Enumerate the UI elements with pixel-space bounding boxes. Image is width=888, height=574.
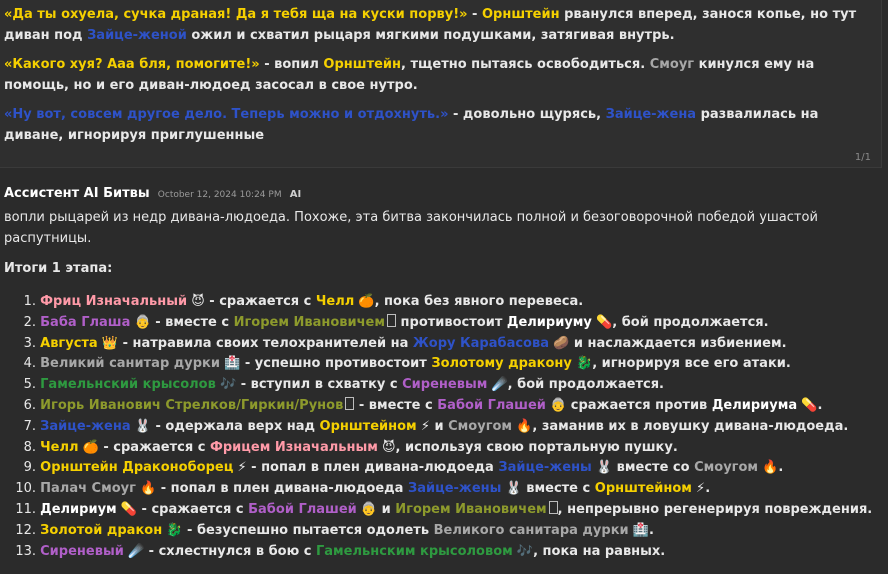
assistant-message (0, 176, 888, 574)
result-item (0, 292, 872, 313)
text-run: . (648, 522, 654, 538)
text-run: Орнштейн (481, 7, 560, 22)
emoji-icon: 👵 (130, 314, 151, 330)
text-run: - вместе с (354, 397, 438, 413)
text-run: Зайце-жены (407, 481, 502, 497)
result-item (0, 458, 872, 479)
result-item (0, 396, 872, 417)
text-run: развалилась на диване, игнорируя приглушенные (4, 107, 819, 143)
message-header (4, 186, 301, 201)
result-item (0, 375, 872, 396)
text-run: Фриц Изначальный (40, 294, 188, 309)
text-run: , игнорируя все его атаки. (592, 356, 791, 372)
result-number: 4. (23, 356, 36, 372)
result-item (0, 313, 872, 334)
text-run: Великого санитара дурки (433, 522, 629, 538)
text-run: «Да ты охуела, сучка драная! Да я тебя ща на куски порву!» (4, 7, 468, 22)
text-run: Орнштейн Драконоборец (40, 460, 234, 476)
text-run: вместе с (521, 481, 595, 497)
page-counter[interactable]: 1/1 (854, 152, 871, 163)
text-run: - натравила своих телохранителей на (118, 335, 413, 351)
emoji-icon: 🥔 (549, 335, 570, 351)
text-run: - одержала верх над (150, 418, 320, 434)
emoji-icon: ⚡ (691, 481, 706, 497)
unknown-glyph-icon (549, 501, 558, 514)
text-run: Золотому дракону (431, 356, 572, 372)
text-run: Жору Карабасова (412, 335, 549, 351)
text-run: Гамельнский крысолов (40, 377, 216, 393)
ai-badge-icon: AI (289, 189, 302, 200)
emoji-icon: 👵 (545, 397, 567, 413)
text-run: Великий санитар дурки (40, 356, 220, 372)
emoji-icon: ☄️ (123, 543, 145, 559)
emoji-icon: ⚡ (233, 460, 247, 476)
emoji-icon: 🏥 (628, 522, 649, 538)
text-run: Зайце-жена (40, 418, 131, 434)
result-item (0, 521, 872, 542)
text-run: , используя свою портальную пушку. (395, 439, 678, 455)
text-run: Делириум (40, 501, 117, 517)
text-run: - вопил (259, 57, 324, 72)
emoji-icon: ⚡ (416, 418, 430, 434)
text-run: , бой продолжается. (507, 377, 664, 393)
emoji-icon: 🎶 (215, 377, 237, 393)
emoji-icon: ☄️ (487, 377, 508, 393)
result-number: 11. (15, 501, 36, 517)
result-number: 7. (23, 418, 36, 434)
result-number: 3. (23, 335, 36, 351)
text-run: - сражается с (98, 439, 210, 455)
result-item (0, 417, 872, 438)
result-number: 10. (15, 481, 36, 497)
emoji-icon: 👑 (97, 335, 119, 351)
text-run: - вместе с (150, 314, 234, 330)
text-run: Гамельнским крысоловом (315, 543, 513, 559)
message-timestamp: October 12, 2024 10:24 PM (157, 190, 282, 200)
text-run: , непрерывно регенерируя повреждения. (557, 501, 873, 517)
text-run: , бой продолжается. (612, 314, 769, 330)
text-run: Смоуг (649, 57, 695, 72)
text-run: Сиреневый (40, 543, 124, 559)
text-run: Золотой дракон (40, 522, 163, 538)
results-list (0, 292, 872, 562)
text-run: - довольно щурясь, (448, 107, 606, 122)
text-run: , заманив их в ловушку дивана-людоеда. (532, 418, 849, 434)
text-run: сражается против (566, 397, 712, 413)
text-run: Делириуму (506, 314, 592, 330)
unknown-glyph-icon (387, 314, 396, 327)
emoji-icon: 🐰 (591, 460, 613, 476)
text-run: Игорь Иванович Стрелков/Гиркин/Рунов (40, 397, 344, 413)
result-number: 12. (15, 522, 36, 538)
emoji-icon: 🔥 (135, 481, 157, 497)
message-paragraph (4, 4, 872, 46)
emoji-icon: 🍊 (78, 439, 99, 455)
text-run: Бабой Глашей (437, 397, 546, 413)
text-run: Орнштейном (594, 481, 692, 497)
previous-message-card (0, 0, 882, 168)
emoji-icon: 🍊 (354, 294, 375, 309)
text-run: Августа (40, 335, 98, 351)
result-item (0, 354, 872, 375)
result-number: 6. (23, 397, 36, 413)
emoji-icon: 👵 (356, 501, 378, 517)
unknown-glyph-icon (345, 397, 354, 410)
message-intro: вопли рыцарей из недр дивана-людоеда. Похоже, эта битва закончилась полной и безоговорочной победой ушастой распутницы. (4, 210, 818, 246)
emoji-icon: 😈 (187, 294, 205, 309)
text-run: Делириума (711, 397, 798, 413)
text-run: кинулся ему на помощь, но и его диван-людоед засосал в свое нутро. (4, 57, 815, 93)
text-run: Орнштейн (323, 57, 402, 72)
text-run: «Какого хуя? Ааа бля, помогите!» (4, 57, 260, 72)
text-run: - вступил в схватку с (236, 377, 403, 393)
text-run: , пока без явного перевеса. (374, 294, 584, 309)
text-run: , пока на равных. (533, 543, 666, 559)
text-run: «Ну вот, совсем другое дело. Теперь можно и отдохнуть.» (4, 107, 449, 122)
text-run: Зайце-жены (498, 460, 592, 476)
emoji-icon: 💊 (797, 397, 818, 413)
text-run: - попал в плен дивана-людоеда (156, 481, 408, 497)
text-run: Баба Глаша (40, 314, 131, 330)
text-run: Зайце-женой (87, 28, 187, 43)
result-item (0, 479, 872, 500)
result-item (0, 500, 872, 521)
emoji-icon: 🐰 (130, 418, 151, 434)
text-run: и (429, 418, 449, 434)
text-run: Сиреневым (402, 377, 488, 393)
text-run: . (705, 481, 711, 497)
result-number: 9. (23, 460, 36, 476)
text-run: и (377, 501, 396, 517)
text-run: . (778, 460, 784, 476)
text-run: и наслаждается избиением. (569, 335, 787, 351)
result-item (0, 438, 872, 459)
result-number: 2. (23, 314, 36, 330)
text-run: Челл (315, 294, 355, 309)
result-number: 5. (23, 377, 36, 393)
text-run: Смоугом (694, 460, 759, 476)
message-paragraph (4, 104, 872, 146)
result-number: 8. (23, 439, 36, 455)
text-run: Игорем Ивановичем (233, 314, 385, 330)
text-run: вместе со (612, 460, 695, 476)
text-run: Бабой Глашей (248, 501, 357, 517)
text-run: Орнштейном (319, 418, 417, 434)
text-run: Палач Смоуг (40, 481, 136, 497)
text-run: - (467, 7, 482, 22)
emoji-icon: 😈 (377, 439, 396, 455)
emoji-icon: 🎶 (512, 543, 534, 559)
text-run: Фрицем Изначальным (209, 439, 378, 455)
message-paragraph (4, 54, 872, 96)
emoji-icon: 🐉 (571, 356, 593, 372)
text-run: - схлестнулся в бою с (144, 543, 316, 559)
text-run: - сражается с (204, 294, 316, 309)
text-run: - безуспешно пытается одолеть (182, 522, 434, 538)
result-number: 1. (23, 294, 36, 309)
emoji-icon: 🔥 (512, 418, 533, 434)
text-run: - сражается с (137, 501, 249, 517)
author-name[interactable]: Ассистент AI Битвы (4, 186, 150, 201)
text-run: противостоит (396, 314, 507, 330)
text-run: Зайце-жена (605, 107, 697, 122)
emoji-icon: 🏥 (219, 356, 241, 372)
emoji-icon: 🔥 (758, 460, 779, 476)
text-run: Челл (40, 439, 79, 455)
result-item (0, 542, 872, 563)
text-run: ожил и схватил рыцаря мягкими подушками, затягивая внутрь. (186, 28, 675, 43)
results-title: Итоги 1 этапа: (4, 261, 113, 276)
emoji-icon: 💊 (116, 501, 138, 517)
result-number: 13. (15, 543, 36, 559)
text-run: Игорем Ивановичем (395, 501, 547, 517)
text-run: . (817, 397, 823, 413)
emoji-icon: 🐉 (162, 522, 183, 538)
text-run: - успешно противостоит (240, 356, 432, 372)
text-run: - попал в плен дивана-людоеда (246, 460, 499, 476)
result-item (0, 334, 872, 355)
emoji-icon: 🐰 (501, 481, 522, 497)
text-run: рванулся вперед, занося копье, но тут диван под (4, 7, 857, 43)
emoji-icon: 💊 (591, 314, 613, 330)
text-run: Смоугом (448, 418, 513, 434)
text-run: , тщетно пытаясь освободиться. (401, 57, 650, 72)
